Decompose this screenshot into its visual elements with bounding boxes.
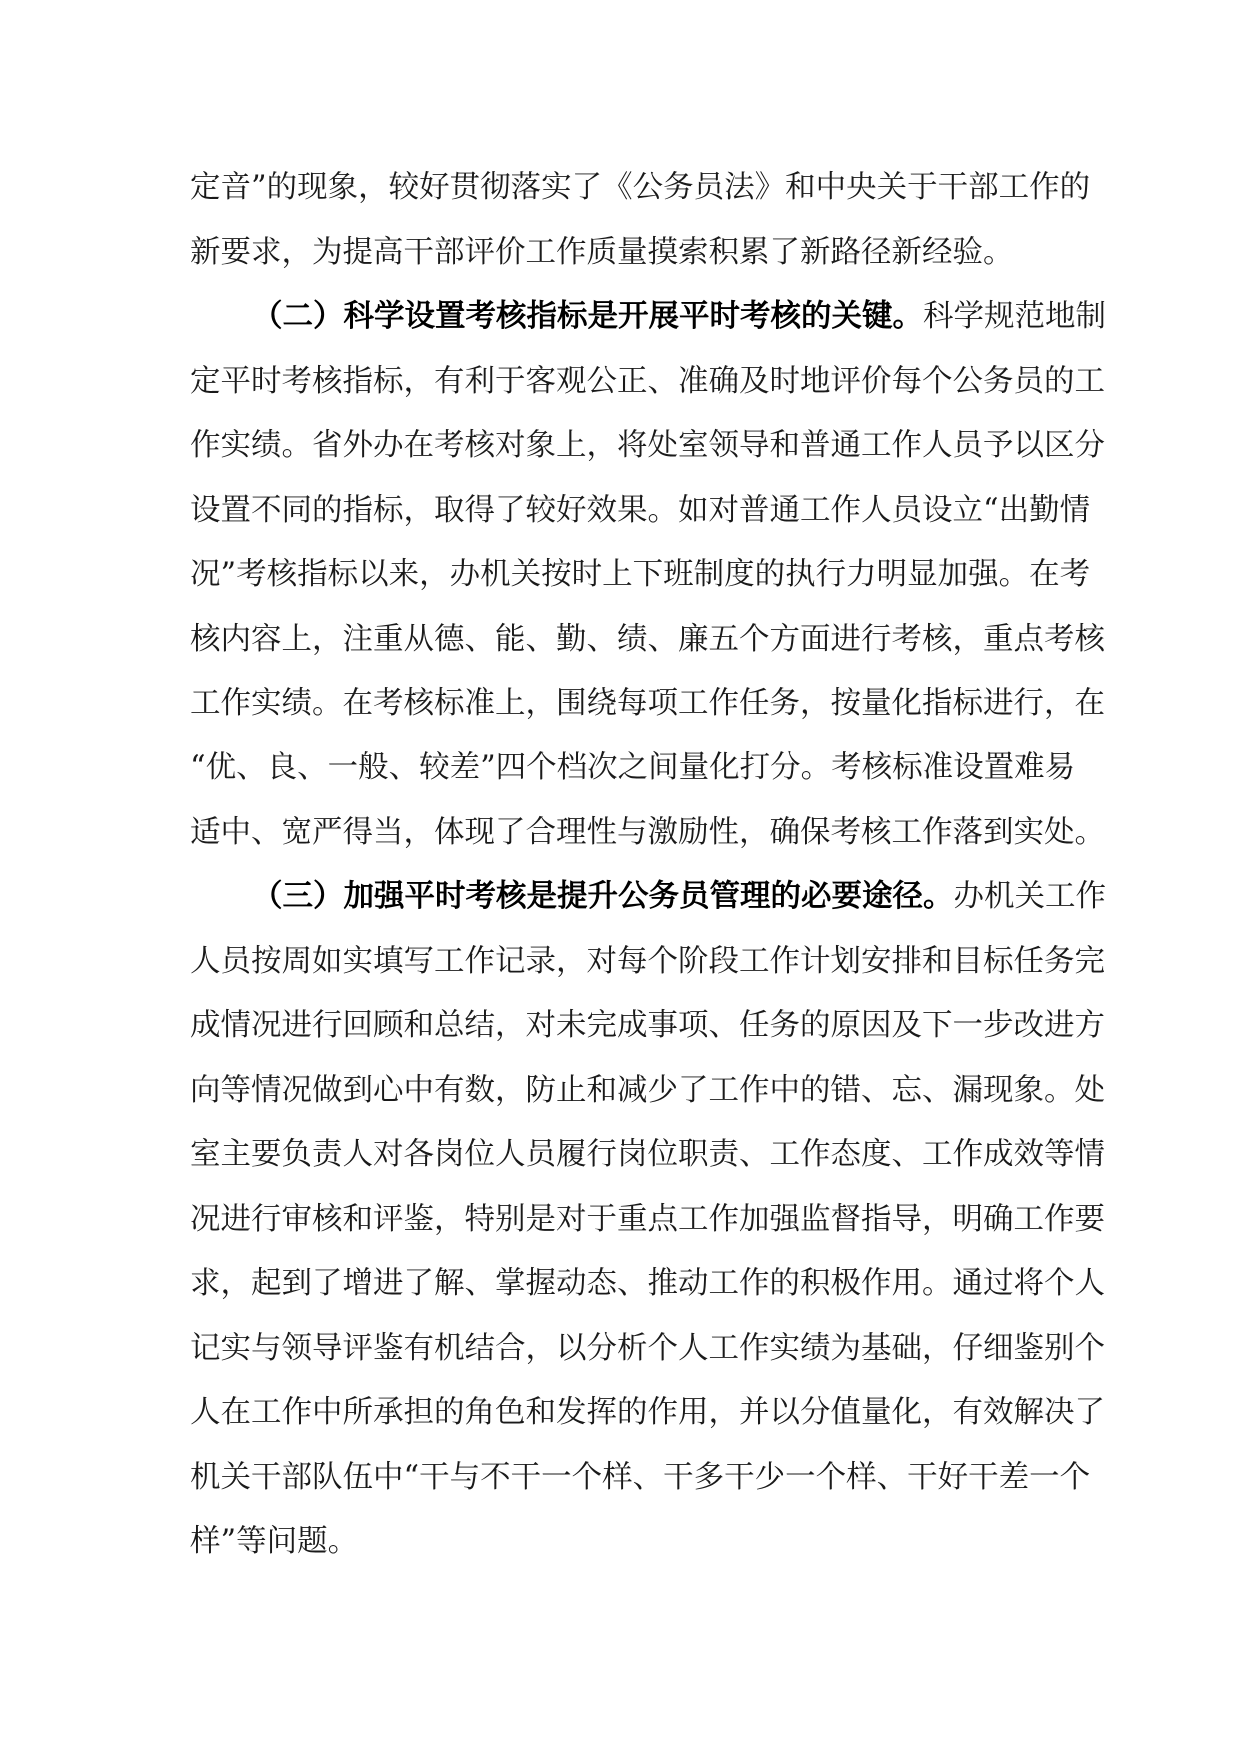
para3-line-7: 求，起到了增进了解、掌握动态、推动工作的积极作用。通过将个人: [190, 1266, 1105, 1301]
para2-line-8: “优、良、一般、较差”四个档次之间量化打分。考核标准设置难易: [190, 750, 1076, 785]
para2-line-5: 况”考核指标以来，办机关按时上下班制度的执行力明显加强。在考: [190, 557, 1091, 592]
para2-line-2: 定平时考核指标，有利于客观公正、准确及时地评价每个公务员的工: [190, 364, 1105, 399]
para2-first-line: [252, 284, 1106, 350]
section-heading-3: （三）加强平时考核是提升公务员管理的必要途径。: [252, 879, 954, 914]
para1-line-2: 新要求，为提高干部评价工作质量摸索积累了新路径新经验。: [190, 235, 1014, 270]
para2-first-line-text: 科学规范地制: [923, 299, 1106, 334]
para3-first-line-text: 办机关工作: [953, 879, 1106, 914]
para3-line-2: 人员按周如实填写工作记录，对每个阶段工作计划安排和目标任务完: [190, 944, 1105, 979]
para3-line-4: 向等情况做到心中有数，防止和减少了工作中的错、忘、漏现象。处: [190, 1073, 1105, 1108]
para2-line-7: 工作实绩。在考核标准上，围绕每项工作任务，按量化指标进行，在: [190, 686, 1105, 721]
para2-line-4: 设置不同的指标，取得了较好效果。如对普通工作人员设立“出勤情: [190, 493, 1091, 528]
para3-line-5: 室主要负责人对各岗位人员履行岗位职责、工作态度、工作成效等情: [190, 1137, 1105, 1172]
para2-line-9: 适中、宽严得当，体现了合理性与激励性，确保考核工作落到实处。: [190, 815, 1105, 850]
para2-line-3: 作实绩。省外办在考核对象上，将处室领导和普通工作人员予以区分: [190, 428, 1105, 463]
para3-line-3: 成情况进行回顾和总结，对未完成事项、任务的原因及下一步改进方: [190, 1008, 1105, 1043]
section-heading-2: （二）科学设置考核指标是开展平时考核的关键。: [252, 299, 923, 334]
para3-line-8: 记实与领导评鉴有机结合，以分析个人工作实绩为基础，仔细鉴别个: [190, 1331, 1105, 1366]
para2-line-6: 核内容上，注重从德、能、勤、绩、廉五个方面进行考核，重点考核: [190, 622, 1105, 657]
para3-line-6: 况进行审核和评鉴，特别是对于重点工作加强监督指导，明确工作要: [190, 1202, 1105, 1237]
para3-line-10: 机关干部队伍中“干与不干一个样、干多干少一个样、干好干差一个: [190, 1460, 1091, 1495]
para3-first-line: [252, 864, 1106, 930]
para3-line-9: 人在工作中所承担的角色和发挥的作用，并以分值量化，有效解决了: [190, 1395, 1105, 1430]
para3-line-11: 样”等问题。: [190, 1524, 359, 1559]
para1-line-1: 定音”的现象，较好贯彻落实了《公务员法》和中央关于干部工作的: [190, 170, 1091, 205]
